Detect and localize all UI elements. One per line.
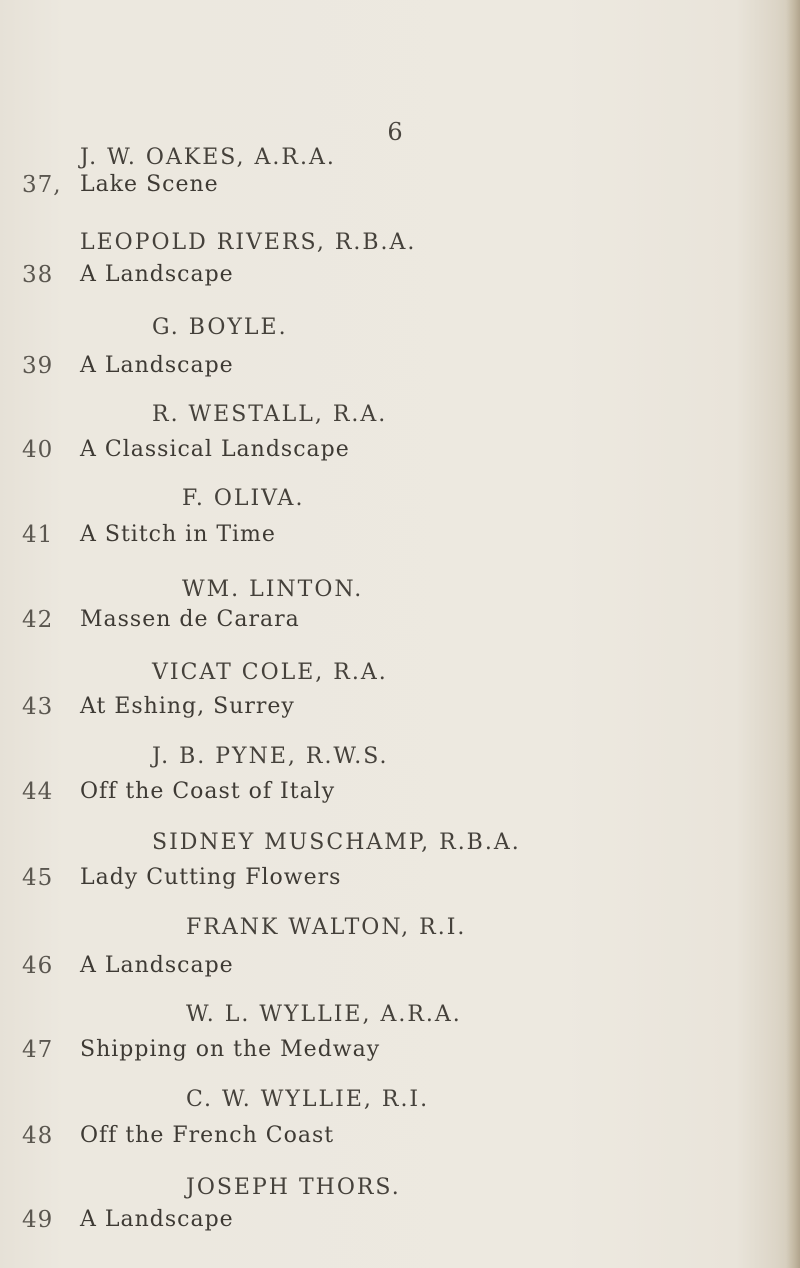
- lot-number: 41: [22, 522, 54, 548]
- artwork-title: Lake Scene: [80, 172, 219, 197]
- lot-number: 49: [22, 1207, 54, 1233]
- catalogue-entry: [0, 308, 800, 398]
- artwork-title: Off the Coast of Italy: [80, 779, 336, 804]
- catalogue-entry: [0, 135, 800, 225]
- artwork-title: A Landscape: [80, 262, 234, 287]
- lot-number: 47: [22, 1037, 54, 1063]
- artwork-title: A Stitch in Time: [80, 522, 276, 547]
- artist-name: G. BOYLE.: [152, 315, 288, 340]
- catalogue-entry: [0, 1081, 800, 1171]
- artist-name: R. WESTALL, R.A.: [152, 402, 388, 427]
- artist-name: LEOPOLD RIVERS, R.B.A.: [80, 230, 417, 255]
- catalogue-entry: [0, 1178, 800, 1268]
- catalogue-entry: [0, 909, 800, 999]
- artist-name: W. L. WYLLIE, A.R.A.: [186, 1002, 462, 1027]
- catalogue-entry: [0, 824, 800, 914]
- artist-name: JOSEPH THORS.: [186, 1175, 401, 1200]
- page-number: 6: [387, 118, 403, 146]
- catalogue-entry: [0, 222, 800, 312]
- artwork-title: A Landscape: [80, 353, 234, 378]
- lot-number: 37,: [22, 172, 62, 198]
- artist-name: J. B. PYNE, R.W.S.: [152, 744, 389, 769]
- catalogue-entry: [0, 737, 800, 827]
- lot-number: 48: [22, 1123, 54, 1149]
- lot-number: 43: [22, 694, 54, 720]
- catalogue-entry: [0, 995, 800, 1085]
- lot-number: 42: [22, 607, 54, 633]
- artwork-title: A Classical Landscape: [80, 437, 350, 462]
- artist-name: SIDNEY MUSCHAMP, R.B.A.: [152, 830, 521, 855]
- catalogue-entry: [0, 480, 800, 570]
- lot-number: 40: [22, 437, 54, 463]
- catalogue-entry: [0, 652, 800, 742]
- artist-name: WM. LINTON.: [182, 577, 364, 602]
- artwork-title: Lady Cutting Flowers: [80, 865, 342, 890]
- artist-name: VICAT COLE, R.A.: [152, 660, 388, 685]
- lot-number: 39: [22, 353, 54, 379]
- artist-name: FRANK WALTON, R.I.: [186, 915, 467, 940]
- lot-number: 44: [22, 779, 54, 805]
- artwork-title: Off the French Coast: [80, 1123, 335, 1148]
- lot-number: 45: [22, 865, 54, 891]
- lot-number: 38: [22, 262, 54, 288]
- catalogue-entry: [0, 565, 800, 655]
- catalogue-entry: [0, 395, 800, 485]
- artwork-title: Massen de Carara: [80, 607, 300, 632]
- artwork-title: A Landscape: [80, 953, 234, 978]
- artwork-title: Shipping on the Medway: [80, 1037, 381, 1062]
- lot-number: 46: [22, 953, 54, 979]
- artwork-title: At Eshing, Surrey: [80, 694, 295, 719]
- artwork-title: A Landscape: [80, 1207, 234, 1232]
- artist-name: J. W. OAKES, A.R.A.: [80, 145, 336, 170]
- artist-name: C. W. WYLLIE, R.I.: [186, 1087, 430, 1112]
- artist-name: F. OLIVA.: [182, 486, 305, 511]
